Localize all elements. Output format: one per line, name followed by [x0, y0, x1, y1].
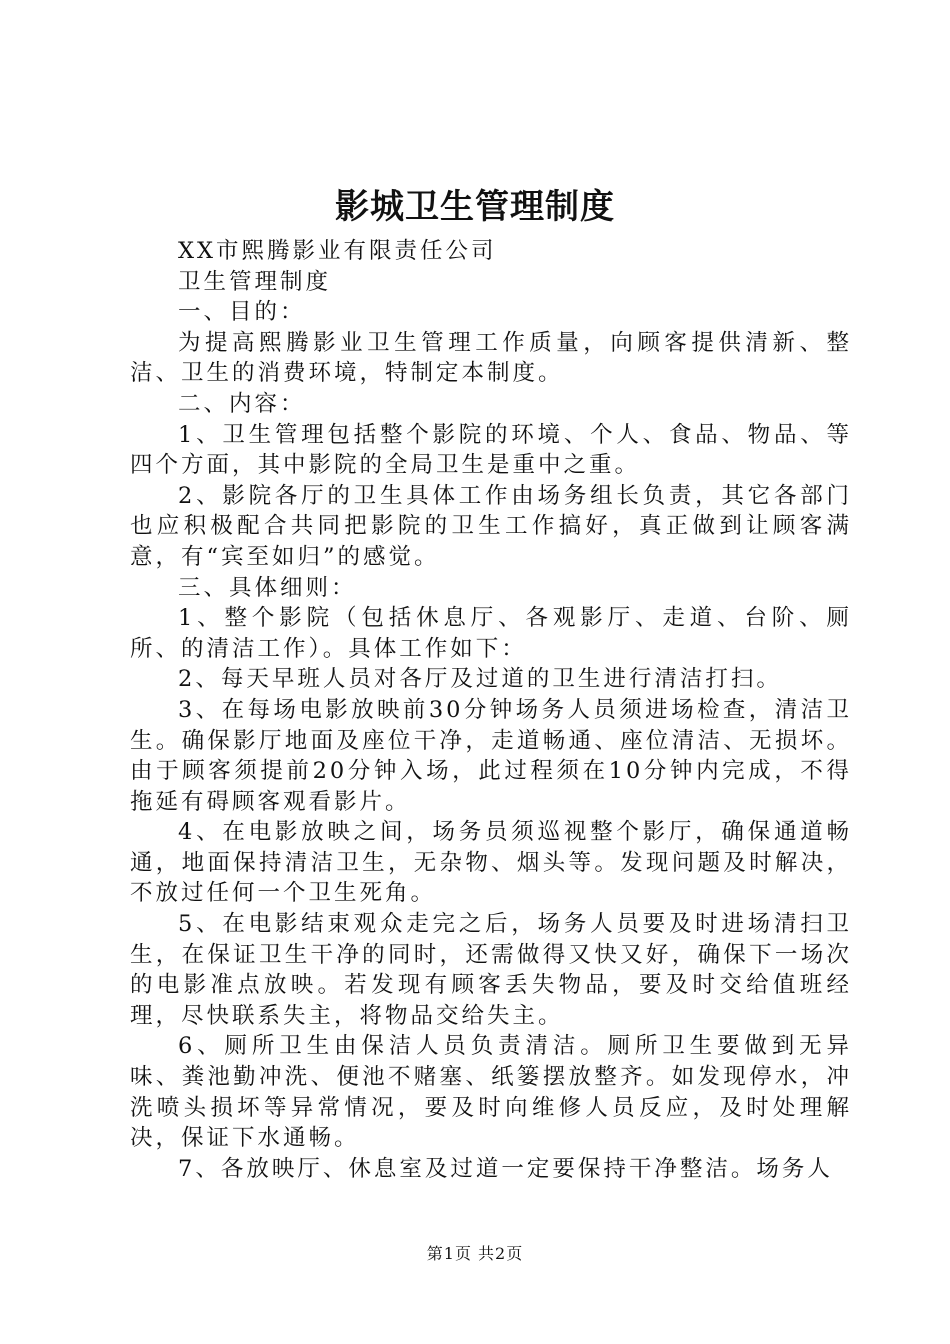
paragraph-rule-1: 1、整个影院（包括休息厅、各观影厅、走道、台阶、厕所、的清洁工作）。具体工作如下：	[130, 605, 852, 662]
paragraph-rule-5: 5、在电影结束观众走完之后，场务人员要及时进场清扫卫生，在保证卫生干净的同时，还需做得又快又好，确保下一场次的电影准点放映。若发现有顾客丢失物品，要及时交给值班经理，尽快联系失主，将物品交给失主。	[130, 911, 852, 1029]
paragraph-content-1: 1、卫生管理包括整个影院的环境、个人、食品、物品、等四个方面，其中影院的全局卫生是重中之重。	[130, 421, 852, 479]
paragraph-rule-6: 6、厕所卫生由保洁人员负责清洁。厕所卫生要做到无异味、粪池勤冲洗、便池不赌塞、纸篓摆放整齐。如发现停水，冲洗喷头损坏等异常情况，要及时向维修人员反应，及时处理解决，保证下水通畅。	[130, 1033, 852, 1152]
paragraph-rule-2: 2、每天早班人员对各厅及过道的卫生进行清洁打扫。	[178, 666, 782, 693]
paragraph-purpose: 为提高熙腾影业卫生管理工作质量，向顾客提供清新、整洁、卫生的消费环境，特制定本制度。	[130, 329, 852, 387]
paragraph-rule-3: 3、在每场电影放映前30分钟场务人员须进场检查，清洁卫生。确保影厅地面及座位干净，走道畅通、座位清洁、无损坏。由于顾客须提前20分钟入场，此过程须在10分钟内完成，不得拖延有碍顾客观看影片。	[130, 696, 852, 815]
subtitle: 卫生管理制度	[178, 268, 332, 295]
document-title: 影城卫生管理制度	[335, 187, 615, 227]
company-name: XX市熙腾影业有限责任公司	[178, 238, 497, 264]
section-heading-purpose: 一、目的：	[178, 299, 306, 326]
document-body	[130, 236, 852, 1184]
page-footer: 第1页 共2页	[426, 1244, 524, 1263]
section-heading-rules: 三、具体细则：	[178, 574, 357, 601]
paragraph-rule-7: 7、各放映厅、休息室及过道一定要保持干净整洁。场务人	[178, 1155, 833, 1182]
section-heading-content: 二、内容：	[178, 390, 306, 417]
paragraph-content-2: 2、影院各厅的卫生具体工作由场务组长负责，其它各部门也应积极配合共同把影院的卫生工作搞好，真正做到让顾客满意，有“宾至如归”的感觉。	[130, 482, 852, 570]
paragraph-rule-4: 4、在电影放映之间，场务员须巡视整个影厅，确保通道畅通，地面保持清洁卫生，无杂物、烟头等。发现问题及时解决，不放过任何一个卫生死角。	[130, 819, 852, 907]
